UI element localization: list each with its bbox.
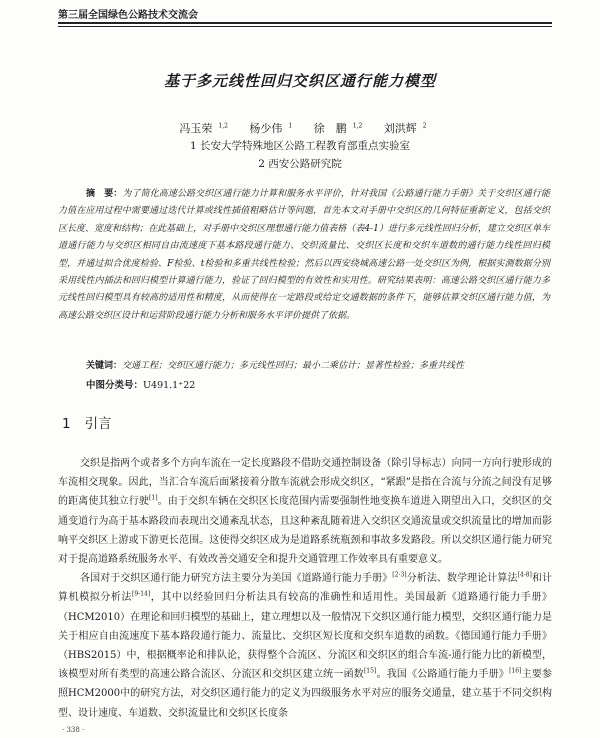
page-number: · 338 · xyxy=(62,726,85,734)
citation-ref: [9-14] xyxy=(132,591,151,599)
paper-title: 基于多元线性回归交织区通行能力模型 xyxy=(163,72,436,90)
keywords-text: 交通工程；交织区通行能力；多元线性回归；最小二乘估计；显著性检验；多重共线性 xyxy=(122,361,465,371)
affiliation-1: 1 长安大学特殊地区公路工程教育部重点实验室 xyxy=(189,140,411,152)
citation-ref: [2-3] xyxy=(392,571,407,579)
citation-ref: [1] xyxy=(149,495,158,503)
body-text xyxy=(58,454,552,723)
abstract-text: 为了简化高速公路交织区通行能力计算和服务水平评价，针对我国《公路通行能力手册》关于交织区通行能力值在应用过程中需要通过迭代计算或线性插值粗略估计等问题，首先本文对手册中交织区的几何特征重新定义，包括交织区长度、宽度和结构；在此基础上，对手册中交织区理想通行能力值表格（表4-1）进行多元线性回归分析，建立交织区单车道通行能力与交织区相同自由流速度下基本路段通行能力、交织流量比、交织区长度和交织车道数的通行能力线性回归模型，并通过拟合优度检验、F检验、t检验和多重共线性检验；然后以西安绕城高速公路一处交织区为例，根据实测数据分别采用线性内插法和回归模型计算通行能力，验证了回归模型的有效性和实用性。研究结果表明：高速公路交织区通行能力多元线性回归模型具有较高的适用性和精度，从而使得在一定路段或给定交通数据的条件下，能够估算交织区通行能力值，为高速公路交织区设计和运营阶段通行能力分析和服务水平评价提供了依据。 xyxy=(58,189,550,321)
running-head: 第三届全国绿色公路技术交流会 xyxy=(58,10,198,21)
affiliation-2: 2 西安公路研究院 xyxy=(258,158,342,170)
author-list xyxy=(60,120,540,136)
abstract-label: 摘 要： xyxy=(86,189,123,199)
author-affiliation-mark: 1 xyxy=(288,122,293,130)
paragraph-text: 。由于交织车辆在交织区长度范围内需要强制性地变换车道进入期望出入口，交织区的交通变道行为高于基本路段而表现出交通紊乱状态，且这种紊乱随着进入交织区交通流量或交织流量比的增加而影响平交织区上游或下游更长范围。这使得交织区成为是道路系统瓶颈和事故多发路段。所以交织区通行能力研究对于提高道路系统服务水平、有效改善交通安全和提升交通管理工作效率具有重要意义。 xyxy=(58,496,552,566)
section-number: 1 xyxy=(62,416,71,432)
paragraph-text: 各国对于交织区通行能力研究方法主要分为美国《道路通行能力手册》 xyxy=(80,573,393,585)
paragraph-text: 。我国《公路通行能力手册》 xyxy=(376,669,510,681)
paragraph-text: 交织是指两个或者多个方向车流在一定长度路段不借助交通控制设备（除引导标志）向同一方向行驶形成的车流相交现象。因此，当汇合车流后面紧接着分散车流就会形成交织区，“紧跟”是指在合流与分流之间没有足够的距离使其独立行驶 xyxy=(58,458,552,508)
header-rule-thin xyxy=(58,26,552,27)
author-name: 杨少伟 xyxy=(249,122,283,135)
paragraph-text: 分析法、数学理论计算法 xyxy=(406,573,518,585)
keywords-label: 关键词： xyxy=(86,361,123,371)
header-rule xyxy=(58,22,552,24)
citation-ref: [4-8] xyxy=(517,571,532,579)
clc-label: 中图分类号： xyxy=(86,380,144,391)
paragraph xyxy=(58,569,552,723)
author-name: 徐 鹏 xyxy=(313,122,347,135)
citation-ref: [15] xyxy=(363,667,377,675)
author-name: 冯玉荣 xyxy=(179,122,213,135)
author-affiliation-mark: 2 xyxy=(422,122,427,130)
section-title: 引言 xyxy=(84,416,112,432)
paragraph-text: 主要参照HCM2000中的研究方法，对交织区通行能力的定义为四级服务水平对应的服务交通量，建立基于不同交织构型、设计速度、车道数、交织流量比和交织区长度条 xyxy=(58,669,553,719)
author-affiliation-mark: 1,2 xyxy=(218,122,228,130)
citation-ref: [16] xyxy=(509,667,522,675)
paragraph-text: ，其中以经验回归分析法具有较高的准确性和适用性。美国最新《道路通行能力手册》（HCM2010）在理论和回归模型的基础上，建立理想以及一般情况下交织区通行能力模型，交织区通行能力是关于相应自由流速度下基本路段通行能力、流量比、交织区短长度和交织车道数的函数。《德国通行能力手册》（HBS2015）中，根据概率论和排队论，获得整个合流区、分流区和交织区的组合车流-通行能力比的新模型，该模型对所有类型的高速公路合流区、分流区和交织区建立统一函数 xyxy=(58,592,553,681)
author-affiliation-mark: 1,2 xyxy=(352,122,363,130)
author-name: 刘洪辉 xyxy=(383,122,417,135)
classification-number xyxy=(86,377,550,391)
paragraph-text: 和计算机模拟分析法 xyxy=(58,573,553,604)
abstract xyxy=(58,186,550,325)
clc-text: U491.1⁺22 xyxy=(143,380,196,391)
paragraph xyxy=(58,454,552,569)
section-heading xyxy=(62,412,112,432)
keywords xyxy=(86,358,550,371)
